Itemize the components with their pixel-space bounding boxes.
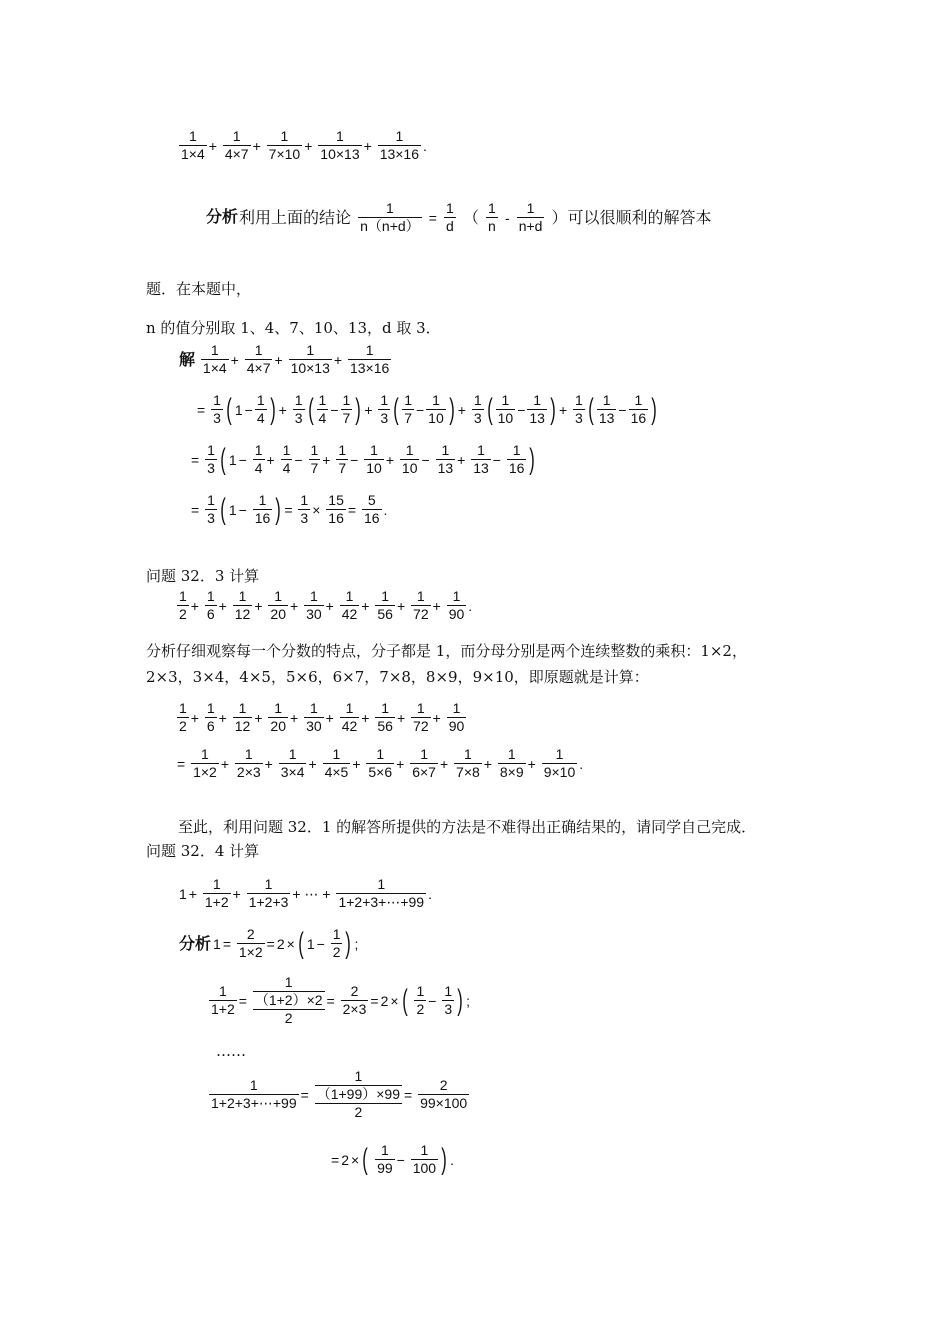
ellipsis: ……: [216, 1042, 246, 1060]
paragraph: 分析仔细观察每一个分数的特点，分子都是 1，而分母分别是两个连续整数的乘积：1×2，: [146, 642, 747, 660]
problem-expression: $\frac{1}{2}$ + $\frac{1}{6}$ + $\frac{1}{12}$ + $\frac{1}{20}$ + $\frac{1}{30}$ + $\frac{1}{42}$ + $\frac{1}{56}$ + $\frac{1}{72}$ + $\frac{1}{90}$: [179, 700, 465, 734]
problem-title: 问题 32．4 计算: [146, 842, 260, 860]
fraction: $\frac{1}{1\times 4}$: [181, 128, 205, 162]
analysis-row-1: 分析 1 = $\frac{2}{1\times 2}$ = 2 × ( 1 − $\frac{1}{2}$ ) ;: [179, 926, 359, 960]
solution-label: 解: [179, 349, 196, 369]
paragraph: 题．在本题中，: [146, 280, 252, 298]
fraction: $\frac{1}{7\times 10}$: [268, 128, 301, 162]
analysis-label: 分析: [179, 933, 212, 953]
analysis-row-3: $\frac{1}{1+2+3+\cdots+99}$ = 1 （1+99）×99 2 = $\frac{2}{99\times 100}$: [211, 1068, 468, 1120]
fraction: $\frac{1}{1\times 4}$: [202, 342, 227, 376]
fraction: $\frac{1}{4}$: [256, 392, 265, 426]
solution-row-4: = $\frac{1}{3}$ ( 1 − $\frac{1}{16}$ ) = $\frac{1}{3}$ × $\frac{15}{16}$ = $\frac{5}{16}$ .: [191, 492, 388, 526]
paragraph: 2×3，3×4，4×5，5×6，6×7，7×8，8×9，9×10，即原题就是计算：: [146, 668, 649, 686]
analysis-1: 分析利用上面的结论 $\frac{1}{n(n+d)}$ = $\frac{1}{d}$ （ $\frac{1}{n}$ - $\frac{1}{n+d}$ ）可以很顺利的解答本: [206, 200, 712, 234]
paragraph: n 的值分别取 1、4、7、10、13，d 取 3．: [146, 319, 441, 337]
fraction: $\frac{1}{3}$: [294, 392, 303, 426]
fraction: $\frac{1}{3}$: [473, 392, 482, 426]
fraction: $\frac{1}{n+d}$: [518, 200, 543, 234]
analysis-row-2: $\frac{1}{1+2}$ = 1 （1+2）×2 2 = $\frac{2}{2\times 3}$ = 2 × ( $\frac{1}{2}$ − $\frac{1}{3}$ ) ;: [211, 974, 470, 1026]
solution-row-2: = $\frac{1}{3}$ ( 1 − $\frac{1}{4}$ ) + $\frac{1}{3}$ ( $\frac{1}{4}$ − $\frac{1}{7}$ ) + $\frac{1}{3}$ ( $\frac{1}{7}$ − $\frac{1}{10}$ ) + $\frac{1}{3}$ ( $\frac{1}{10}$ − $\frac{1}{13}$ ) + $\frac{1}{3}$ ( $\frac{1}{13}$ − $\frac{1}{16}$ ): [197, 392, 657, 426]
fraction: $\frac{1}{3}$: [380, 392, 389, 426]
fraction: $\frac{1}{13\times 16}$: [379, 128, 420, 162]
fraction: $\frac{1}{10\times 13}$: [290, 342, 330, 376]
fraction: $\frac{1}{13\times 16}$: [349, 342, 390, 376]
analysis-label: 分析: [206, 207, 239, 226]
problem-expression: $\frac{1}{2}$ + $\frac{1}{6}$ + $\frac{1}{12}$ + $\frac{1}{20}$ + $\frac{1}{30}$ + $\frac{1}{42}$ + $\frac{1}{56}$ + $\frac{1}{72}$ + $\frac{1}{90}$ .: [179, 588, 473, 622]
fraction: $\frac{1}{d}$: [446, 200, 454, 234]
fraction: $\frac{1}{3}$: [213, 392, 221, 426]
problem-expression: 1 + $\frac{1}{1+2}$ + $\frac{1}{1+2+3}$ + ⋯ + $\frac{1}{1+2+3+\cdots+99}$ .: [179, 876, 432, 910]
problem-title: 问题 32．3 计算: [146, 567, 260, 585]
fraction: $\frac{1}{3}$: [207, 492, 215, 526]
fraction: $\frac{1}{4\times 7}$: [246, 342, 271, 376]
analysis-row-4: = 2 × ( $\frac{1}{99}$ − $\frac{1}{100}$ ) .: [331, 1142, 454, 1176]
solution-row-3: = $\frac{1}{3}$ ( 1 − $\frac{1}{4}$ + $\frac{1}{4}$ − $\frac{1}{7}$ + $\frac{1}{7}$ − $\frac{1}{10}$ + $\frac{1}{10}$ − $\frac{1}{13}$ + $\frac{1}{13}$ − $\frac{1}{16}$ ): [191, 442, 536, 476]
fraction: $\frac{1}{3}$: [207, 442, 215, 476]
expression-1: $\frac{1}{1\times 4}$ + $\frac{1}{4\times 7}$ + $\frac{1}{7\times 10}$ + $\frac{1}{10\times 13}$ + $\frac{1}{13\times 16}$ .: [181, 128, 427, 162]
fraction: $\frac{1}{4\times 7}$: [224, 128, 249, 162]
fraction: $\frac{1}{n}$: [488, 200, 496, 234]
fraction: $\frac{1}{10\times 13}$: [320, 128, 360, 162]
problem-expression: = $\frac{1}{1\times 2}$ + $\frac{1}{2\times 3}$ + $\frac{1}{3\times 4}$ + $\frac{1}{4\times 5}$ + $\frac{1}{5\times 6}$ + $\frac{1}{6\times 7}$ + $\frac{1}{7\times 8}$ + $\frac{1}{8\times 9}$ + $\frac{1}{9\times 10}$ .: [177, 746, 584, 780]
fraction: $\frac{1}{n(n+d)}$: [360, 200, 420, 234]
fraction: $\frac{1}{3}$: [575, 392, 583, 426]
paragraph: 至此，利用问题 32．1 的解答所提供的方法是不难得出正确结果的，请同学自己完成．: [178, 818, 757, 836]
solution-row-1: 解 $\frac{1}{1\times 4}$ + $\frac{1}{4\times 7}$ + $\frac{1}{10\times 13}$ + $\frac{1}{13\times 16}$: [179, 342, 390, 376]
